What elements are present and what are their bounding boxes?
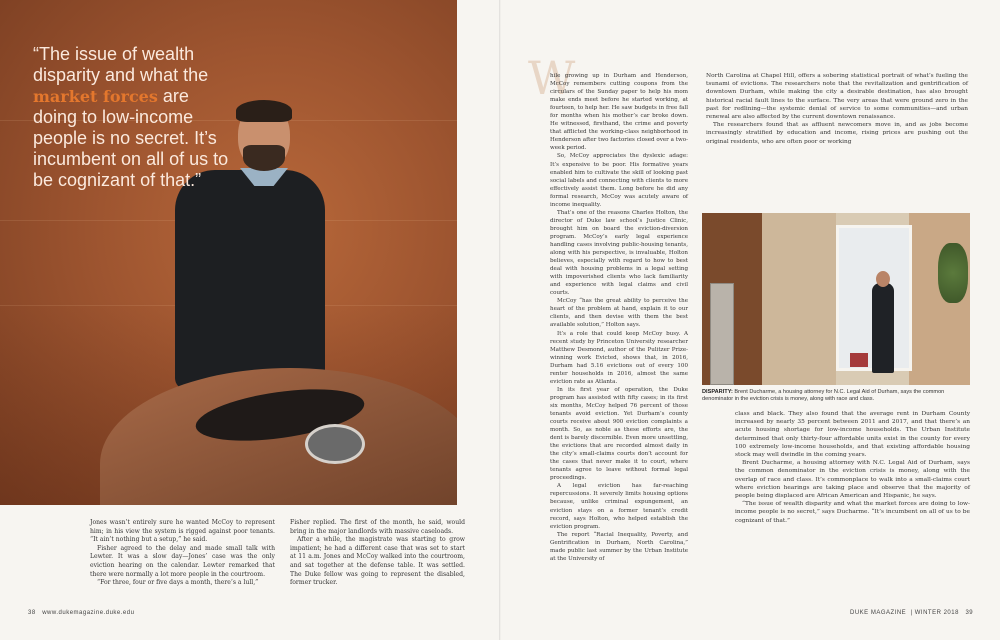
- pull-quote-part1: “The issue of wealth disparity and what the: [33, 44, 209, 85]
- paragraph: So, McCoy appreciates the dyslexic adage: It’s expensive to be poor. His formative years enabled him to cultivate the skill of looking past social labels and connecting with clients to more effectively assist them. Long before he did any formal research, McCoy was acutely aware of income inequality.: [550, 153, 688, 208]
- office-wall: [762, 213, 836, 385]
- caption-label: DISPARITY:: [702, 389, 733, 395]
- person-sweater: [175, 170, 325, 390]
- paragraph: Jones wasn’t entirely sure he wanted McCoy to represent him; in his view the system is rigged against poor tenants. “It ain’t nothing but a setup,” he said.: [90, 519, 275, 544]
- paragraph: North Carolina at Chapel Hill, offers a sobering statistical portrait of what’s fueling the tsunami of evictions. The researchers note that the revitalization and gentrification of downtown Durham, while making the city a desirable destination, has also brought historical racial fault lines to the surface. The very areas that were ground zero in the past for redlining—the systemic denial of service to some communities—and urban renewal are also affected by the current downtown renaissance.: [706, 73, 968, 121]
- person-hair: [236, 100, 292, 122]
- footer-issue: WINTER 2018: [914, 610, 959, 616]
- right-column-2-top: [706, 72, 968, 146]
- paragraph: “For three, four or five days a month, there’s a lull,”: [97, 579, 259, 587]
- page-number: 38: [28, 610, 36, 616]
- footer-url[interactable]: www.dukemagazine.duke.edu: [42, 610, 135, 616]
- office-plant: [938, 243, 968, 303]
- pull-quote: [33, 44, 233, 191]
- pull-quote-highlight: market forces: [33, 87, 158, 106]
- paragraph: That’s one of the reasons Charles Holton, the director of Duke law school’s Justice Clinic, brought him on board the eviction-diversion program. McCoy’s early legal experience handling cases involving public-housing tenants, along with his perspective, is invaluable, Holton believes, especially with regard to how to best deal with housing problems in a legal setting with impoverished clients who lack familiarity and experience with legal claims and civil courts.: [550, 209, 688, 297]
- pull-quote-part2: are doing to low-income people is no secret. It’s incumbent on all of us to be cognizant of that.”: [33, 86, 229, 190]
- footer-right: DUKE MAGAZINE | WINTER 2018 39: [850, 610, 974, 616]
- paragraph: It’s a role that could keep McCoy busy. A recent study by Princeton University researcher Matthew Desmond, author of the Pulitzer Prize-winning work Evicted, shows that, in 2016, Durham had 5.16 evictions out of every 100 renter households in 2016, almost the same eviction rate as Atlanta.: [550, 330, 688, 385]
- left-column-2: [290, 519, 465, 588]
- paragraph: A legal eviction has far-reaching repercussions. It severely limits housing options because, unlike criminal expungement, an eviction stays on a former tenant’s credit record, says Holton, who helped establish the eviction program.: [550, 483, 688, 530]
- drop-cap: W: [528, 51, 576, 105]
- attorney-figure: [872, 283, 894, 373]
- photo-caption: [702, 389, 974, 404]
- paragraph: Fisher replied. The first of the month, he said, would bring in the major landlords with massive caseloads.: [290, 519, 465, 535]
- paragraph: The report “Racial Inequality, Poverty, and Gentrification in Durham, North Carolina,” made public last summer by the Urban Institute at the University of: [550, 531, 688, 562]
- office-chair: [850, 353, 868, 367]
- caption-text: Brent Ducharme, a housing attorney for N.C. Legal Aid of Durham, says the common denominator in the eviction crisis is money, along with race and class.: [702, 389, 945, 403]
- paragraph: After a while, the magistrate was starting to grow impatient; he had a different case that was set to start at 11 a.m. Jones and McCoy walked into the courtroom, and sat together at the defense table. It was settled. The Duke fellow was going to represent the disabled, former trucker.: [290, 536, 465, 587]
- footer-magazine: DUKE MAGAZINE: [850, 610, 907, 616]
- table-ring: [305, 424, 365, 464]
- paragraph: “The issue of wealth disparity and what the market forces are doing to low-income people is no secret,” says Ducharme. “It’s incumbent on all of us to be cognizant of that.”: [735, 501, 970, 524]
- paragraph: class and black. They also found that the average rent in Durham County increased by nearly 35 percent between 2011 and 2017, and that there’s an acute housing shortage for low-income households. The Urban Institute determined that only thirty-four affordable units exist in the county for every 100 extremely low-income households, and that existing affordable housing stock may well dwindle in the coming years.: [735, 411, 970, 459]
- right-column-2-bottom: [735, 410, 970, 525]
- paragraph: In its first year of operation, the Duke program has assisted with fifty cases; in its first six months, McCoy helped 76 percent of those tenants avoid eviction. Yet Durham’s county courts receive about 900 eviction complaints a month. So, as noble as these efforts are, the dent is barely discernible. Even more unsettling, the evictions that are recorded almost daily in the city’s small-claims courts don’t account for the cases that never make it to court, where tenants agree to leave without formal legal proceedings.: [550, 386, 688, 482]
- page-gutter: [499, 0, 501, 640]
- page-number: 39: [965, 610, 974, 616]
- attorney-head: [876, 271, 890, 287]
- paragraph: McCoy “has the great ability to perceive the heart of the problem at hand, explain it to our clients, and then devise with them the best available solution,” Holton says.: [550, 298, 688, 329]
- filing-cabinet: [710, 283, 734, 385]
- paragraph: Fisher agreed to the delay and made small talk with Lewter. It was a slow day—Jones’ case was the only eviction hearing on the calendar. Lewter remarked that there were normally a lot more people in the courtroom.: [90, 544, 275, 578]
- person-beard: [243, 145, 285, 171]
- portrait-photo: [0, 0, 457, 505]
- right-column-1: [550, 72, 688, 563]
- footer-left: [28, 610, 134, 616]
- paragraph: Brent Ducharme, a housing attorney with N.C. Legal Aid of Durham, says the common denominator in the eviction crisis is money, along with the overlap of race and class. It’s commonplace to walk into a small-claims court where eviction hearings are taking place and observe that the majority of people being displaced are African American and Hispanic, he says.: [735, 460, 970, 500]
- paragraph: The researchers found that as affluent newcomers move in, and as jobs become increasingly stratified by education and income, rising prices are pushing out the original residents, who are often poor or working: [706, 122, 968, 145]
- paragraph: hile growing up in Durham and Henderson, McCoy remembers cutting coupons from the circulars of the Sunday paper to help his mom make ends meet before he started working, at fourteen, to help her. He saw budgets in free fall for months when his mother’s car broke down. He witnessed, firsthand, the crime and poverty that afflicted the working-class neighborhood in Henderson after two factories closed over a two-week period.: [550, 73, 688, 152]
- office-photo: [702, 213, 970, 385]
- left-column-1: [90, 519, 275, 588]
